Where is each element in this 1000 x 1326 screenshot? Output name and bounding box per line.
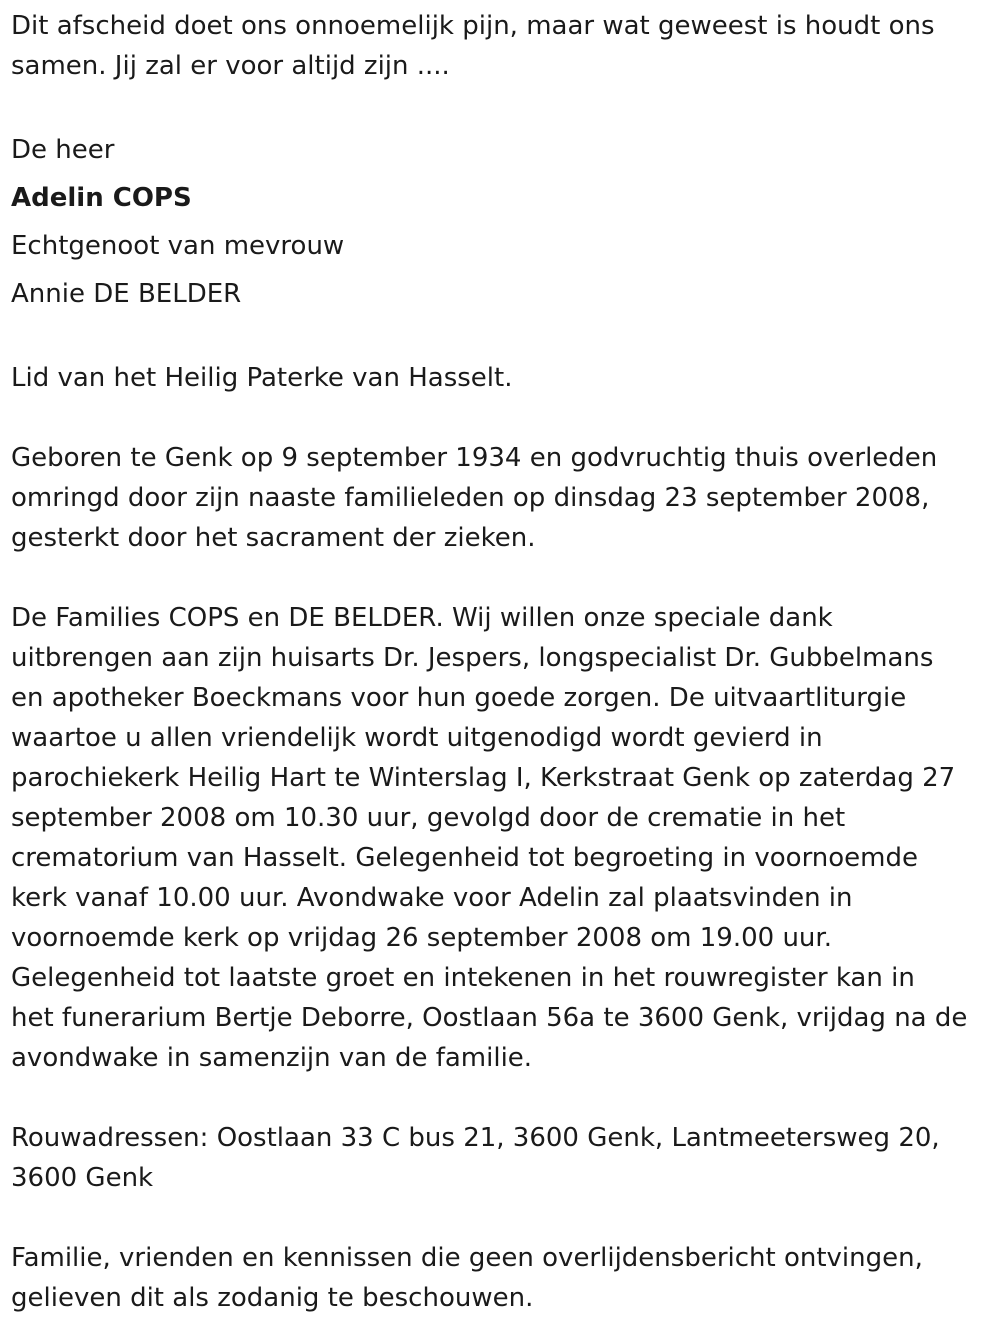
intro-line: Dit afscheid doet ons onnoemelijk pijn, maar wat geweest is houdt ons xyxy=(11,11,935,41)
intro-paragraph xyxy=(11,6,996,86)
closing-line: gelieven dit als zodanig te beschouwen. xyxy=(11,1283,534,1313)
addresses-line: 3600 Genk xyxy=(11,1163,154,1193)
closing-line: Familie, vrienden en kennissen die geen overlijdensbericht ontvingen, xyxy=(11,1243,923,1273)
families-line: kerk vanaf 10.00 uur. Avondwake voor Adelin zal plaatsvinden in xyxy=(11,883,853,913)
birth-death-line: omringd door zijn naaste familieleden op dinsdag 23 september 2008, xyxy=(11,483,930,513)
families-line: parochiekerk Heilig Hart te Winterslag I, Kerkstraat Genk op zaterdag 27 xyxy=(11,763,956,793)
membership-line: Lid van het Heilig Paterke van Hasselt. xyxy=(11,363,513,393)
families-line: waartoe u allen vriendelijk wordt uitgenodigd wordt gevierd in xyxy=(11,723,823,753)
membership-paragraph xyxy=(11,358,996,398)
families-line: Gelegenheid tot laatste groet en intekenen in het rouwregister kan in xyxy=(11,963,915,993)
addresses-paragraph xyxy=(11,1118,996,1198)
paragraph-gap xyxy=(11,1078,996,1118)
families-line: voornoemde kerk op vrijdag 26 september 2008 om 19.00 uur. xyxy=(11,923,832,953)
families-line: het funerarium Bertje Deborre, Oostlaan 56a te 3600 Genk, vrijdag na de xyxy=(11,1003,968,1033)
families-line: crematorium van Hasselt. Gelegenheid tot begroeting in voornoemde xyxy=(11,843,919,873)
deceased-title: De heer xyxy=(11,135,115,165)
birth-death-paragraph xyxy=(11,438,996,558)
spouse-name: Annie DE BELDER xyxy=(11,279,242,309)
families-paragraph xyxy=(11,598,996,1078)
deceased-name: Adelin COPS xyxy=(11,183,192,213)
paragraph-gap xyxy=(11,398,996,438)
intro-line: samen. Jij zal er voor altijd zijn .... xyxy=(11,51,450,81)
paragraph-gap xyxy=(11,86,996,126)
birth-death-line: Geboren te Genk op 9 september 1934 en godvruchtig thuis overleden xyxy=(11,443,938,473)
families-line: uitbrengen aan zijn huisarts Dr. Jespers, longspecialist Dr. Gubbelmans xyxy=(11,643,934,673)
deceased-relation: Echtgenoot van mevrouw xyxy=(11,231,345,261)
families-line: De Families COPS en DE BELDER. Wij willen onze speciale dank xyxy=(11,603,833,633)
families-line: en apotheker Boeckmans voor hun goede zorgen. De uitvaartliturgie xyxy=(11,683,907,713)
paragraph-gap xyxy=(11,558,996,598)
addresses-line: Rouwadressen: Oostlaan 33 C bus 21, 3600 Genk, Lantmeetersweg 20, xyxy=(11,1123,940,1153)
paragraph-gap xyxy=(11,1198,996,1238)
families-line: september 2008 om 10.30 uur, gevolgd door de crematie in het xyxy=(11,803,846,833)
birth-death-line: gesterkt door het sacrament der zieken. xyxy=(11,523,536,553)
closing-paragraph xyxy=(11,1238,996,1318)
deceased-block xyxy=(11,126,996,318)
paragraph-gap xyxy=(11,318,996,358)
obituary-document xyxy=(11,6,996,1318)
families-line: avondwake in samenzijn van de familie. xyxy=(11,1043,533,1073)
